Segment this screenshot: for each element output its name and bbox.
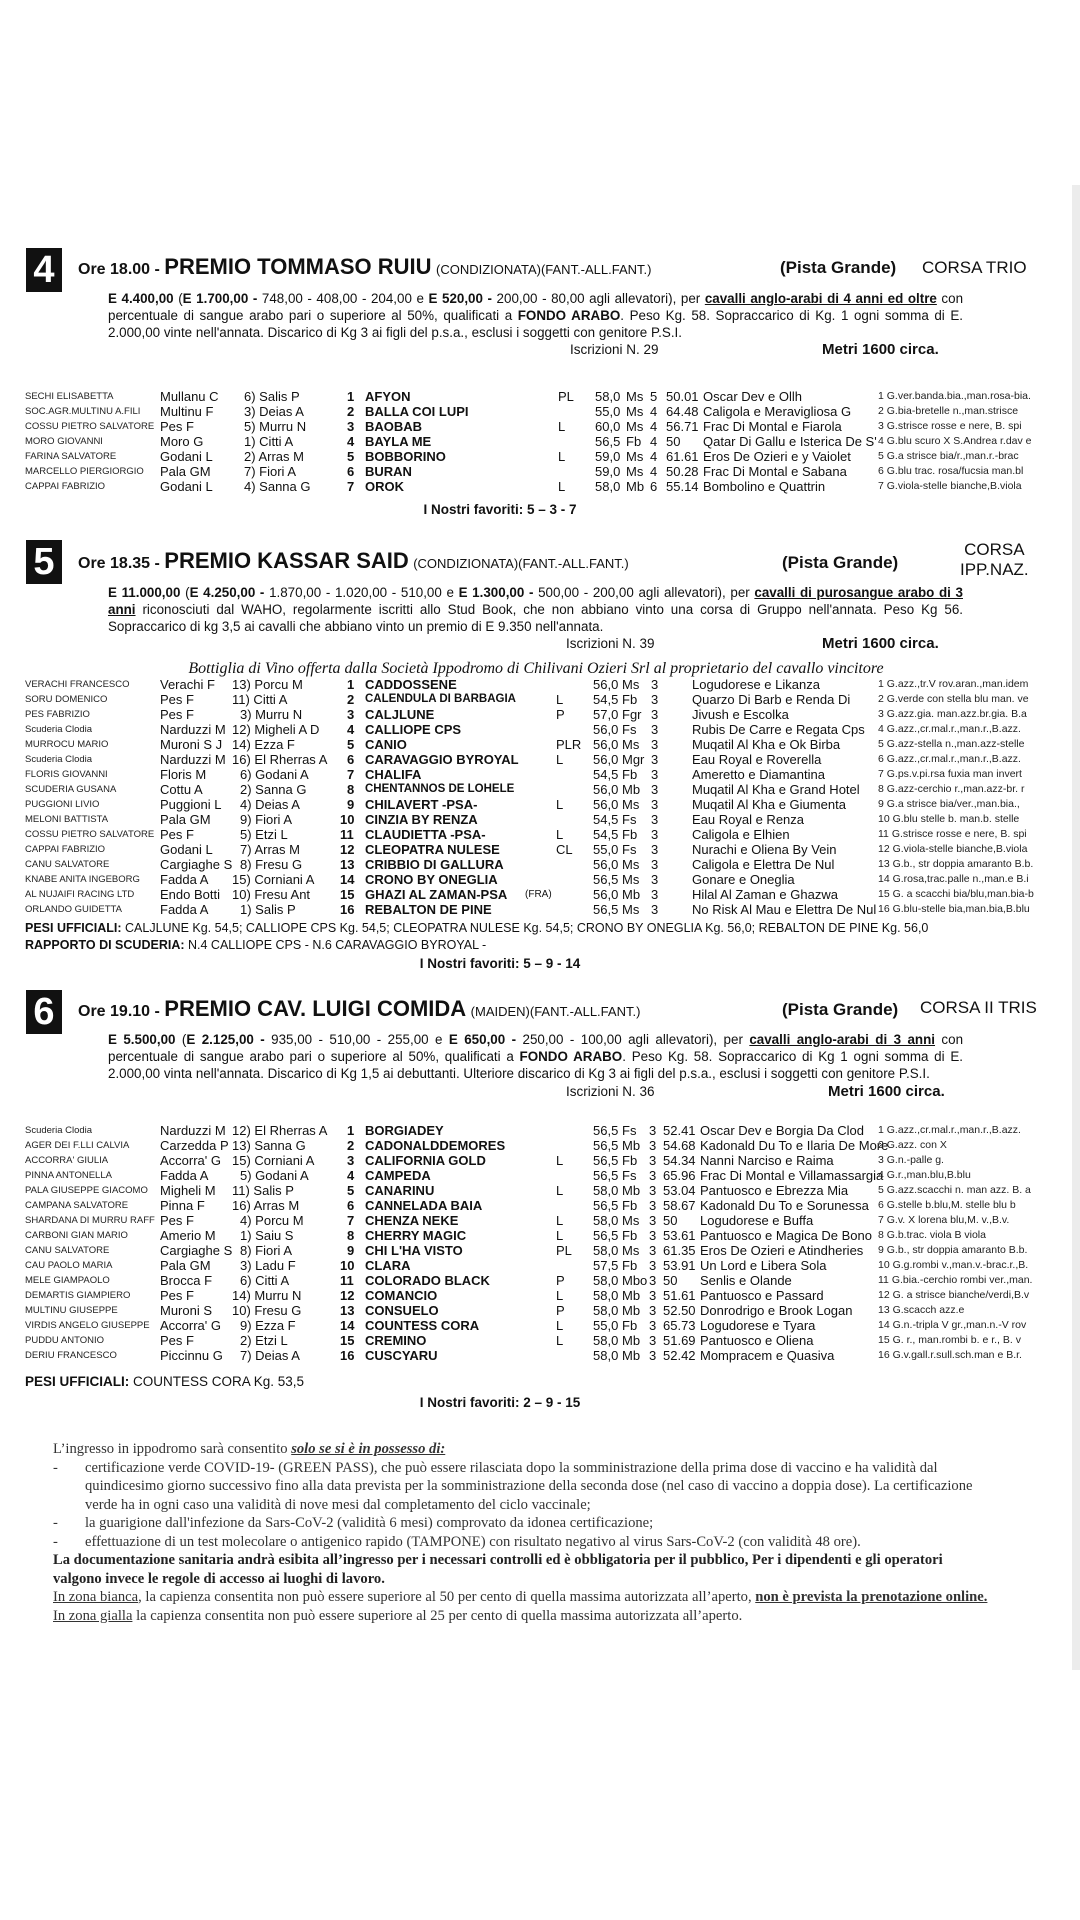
runner-row: COSSU PIETRO SALVATORE Pes F 5) Etzi L 11 CLAUDIETTA -PSA- L 54,5 Fb 3 Caligola e Elhien 11 G.strisce rosse e nere, B. spi <box>25 827 1027 842</box>
runner-row: MARCELLO PIERGIORGIO Pala GM 7) Fiori A 6 BURAN 59,0 Ms 4 50.28 Frac Di Montal e Sabana 6 G.blu trac. rosa/fucsia man.bl <box>25 464 1024 479</box>
runner-row: SECHI ELISABETTA Mullanu C 6) Salis P 1 AFYON PL 58,0 Ms 5 50.01 Oscar Dev e Ollh 1 G.ver.banda.bia.,man.rosa-bia. <box>25 389 1031 404</box>
race-description: E 11.000,00 (E 4.250,00 - 1.870,00 - 1.020,00 - 510,00 e E 1.300,00 - 500,00 - 200,00 agli allevatori), per cavalli di purosangue arabo di 3 anni riconosciuti dal WAHO, regolarmente iscritti allo Stud Book, che non abbiano vinto una corsa di Gruppo nell'annata. Peso Kg 56. Sopraccarico di kg 3,5 ai cavalli che abbiano vinto un premio di E 9.350 nell'annata. <box>108 585 963 634</box>
entries-count: Iscrizioni N. 39 <box>566 636 655 651</box>
race-time: Ore 18.35 - <box>78 555 160 572</box>
race-number-badge: 6 <box>26 990 62 1034</box>
race-title <box>78 548 629 574</box>
runner-row: PALA GIUSEPPE GIACOMO Migheli M 11) Salis P 5 CANARINU L 58,0 Mb 3 53.04 Pantuosco e Ebrezza Mia 5 G.azz.scacchi n. man azz. B. a <box>25 1183 1031 1198</box>
notice-white-zone: In zona bianca, la capienza consentita non può essere superiore al 50 per cento di quella massima autorizzata all’aperto, non è prevista la prenotazione online. <box>53 1589 988 1605</box>
runner-row: FARINA SALVATORE Godani L 2) Arras M 5 BOBBORINO L 59,0 Ms 4 61.61 Eros De Ozieri e y Vaiolet 5 G.a strisce bia/r.,man.r.-brac <box>25 449 1019 464</box>
runner-row: MELE GIAMPAOLO Brocca F 6) Citti A 11 COLORADO BLACK P 58,0 Mbo 3 50 Senlis e Olande 11 G.bia.-cerchio rombi ver.,man. <box>25 1273 1033 1288</box>
runner-row: CAU PAOLO MARIA Pala GM 3) Ladu F 10 CLARA 57,5 Fb 3 53.91 Un Lord e Libera Sola 10 G.g.rombi v.,man.v.-brac.r.,B. <box>25 1258 1029 1273</box>
race-name: PREMIO CAV. LUIGI COMIDA <box>164 996 467 1021</box>
race-conditions: (CONDIZIONATA)(FANT.-ALL.FANT.) <box>436 262 652 277</box>
race-distance: Metri 1600 circa. <box>828 1083 945 1100</box>
notice-yellow-zone: In zona gialla la capienza consentita non può essere superiore al 25 per cento di quella massima autorizzata all’aperto. <box>53 1607 743 1624</box>
runner-row: SOC.AGR.MULTINU A.FILI Multinu F 3) Deias A 2 BALLA COI LUPI 55,0 Ms 4 64.48 Caligola e Meravigliosa G 2 G.bia-bretelle n.,man.strisce <box>25 404 1019 419</box>
runner-row: PUGGIONI LIVIO Puggioni L 4) Deias A 9 CHILAVERT -PSA- L 56,0 Ms 3 Muqatil Al Kha e Giumenta 9 G.a strisce bia/ver.,man.bia., <box>25 797 1020 812</box>
notice-bullet: - effettuazione di un test molecolare o antigenico rapido (TAMPONE) con risultato negativo al virus Sars-CoV-2 (con validità 48 ore). <box>53 1533 861 1550</box>
page-scroll-edge <box>1072 185 1080 1670</box>
favorites: I Nostri favoriti: 2 – 9 - 15 <box>419 1395 581 1410</box>
race-track: (Pista Grande) <box>782 1000 899 1019</box>
runner-row: Scuderia Clodia Narduzzi M 12) El Rherras A 1 BORGIADEY 56,5 Fs 3 52.41 Oscar Dev e Borgia Da Clod 1 G.azz.,cr.mal.r.,man.r.,B.azz. <box>25 1123 1021 1138</box>
notice-intro: L’ingresso in ippodromo sarà consentito solo se si è in possesso di: <box>53 1441 446 1457</box>
race-type: CORSA II TRIS <box>920 998 1037 1017</box>
runner-row: CAPPAI FABRIZIO Godani L 4) Sanna G 7 OROK L 58,0 Mb 6 55.14 Bombolino e Quattrin 7 G.viola-stelle bianche,B.viola <box>25 479 1022 494</box>
runner-row: DEMARTIS GIAMPIERO Pes F 14) Murru N 12 COMANCIO L 58,0 Mb 3 51.61 Pantuosco e Passard 12 G. a strisce bianche/verdi,B.v <box>25 1288 1030 1303</box>
runner-row: AL NUJAIFI RACING LTD Endo Botti 10) Fresu Ant 15 GHAZI AL ZAMAN-PSA (FRA) 56,0 Mb 3 Hilal Al Zaman e Ghazwa 15 G. a scacchi bia/blu,man.bia-b <box>25 887 1034 902</box>
race-track: (Pista Grande) <box>780 258 897 277</box>
race-number-badge: 5 <box>26 540 62 584</box>
race-name: PREMIO KASSAR SAID <box>164 548 409 573</box>
notice-bullet: - la guarigione dall'infezione da Sars-CoV-2 (validità 6 mesi) comprovato da idonea certificazione; <box>53 1515 654 1531</box>
runner-row: Scuderia Clodia Narduzzi M 12) Migheli A D 4 CALLIOPE CPS 56,0 Fs 3 Rubis De Carre e Regata Cps 4 G.azz.,cr.mal.r.,man.r.,B.azz. <box>25 722 1021 737</box>
notice-documentation: La documentazione sanitaria andrà esibita all’ingresso per i necessari controlli ed è obbligatoria per il pubblico, Per i dipendenti e gli operatori valgono invece le regole di accesso ai luoghi di lavoro. <box>53 1552 943 1587</box>
runner-row: MORO GIOVANNI Moro G 1) Citti A 4 BAYLA ME 56,5 Fb 4 50 Qatar Di Gallu e Isterica De S' 4 G.blu scuro X S.Andrea r.dav e <box>25 434 1032 449</box>
runner-row: CAPPAI FABRIZIO Godani L 7) Arras M 12 CLEOPATRA NULESE CL 55,0 Fs 3 Nurachi e Oliena By Vein 12 G.viola-stelle bianche,B.viola <box>25 842 1028 857</box>
notice-bullet: - certificazione verde COVID-19- (GREEN PASS), che può essere rilasciata dopo la somministrazione della prima dose di vaccino e ha validità dal quindicesimo giorno successivo fino alla data prevista per la somministrazione della seconda dose (nel caso di vaccino a doppia dose). La certificazione verde ha in ogni caso una validità di nove mesi dal completamento del ciclo vaccinale; <box>53 1459 973 1513</box>
runner-row: CANU SALVATORE Cargiaghe S 8) Fiori A 9 CHI L'HA VISTO PL 58,0 Ms 3 61.35 Eros De Ozieri e Atindheries 9 G.b., str doppia amaranto B.b. <box>25 1243 1028 1258</box>
runner-row: MELONI BATTISTA Pala GM 9) Fiori A 10 CINZIA BY RENZA 54,5 Fs 3 Eau Royal e Renza 10 G.blu stelle b. man.b. stelle <box>25 812 1020 827</box>
runner-row: CARBONI GIAN MARIO Amerio M 1) Saiu S 8 CHERRY MAGIC L 56,5 Fb 3 53.61 Pantuosco e Magica De Bono 8 G.b.trac. viola B viola <box>25 1228 986 1243</box>
runner-row: CANU SALVATORE Cargiaghe S 8) Fresu G 13 CRIBBIO DI GALLURA 56,0 Ms 3 Caligola e Elettra De Nul 13 G.b., str doppia amaranto B.b. <box>25 857 1034 872</box>
runner-row: PINNA ANTONELLA Fadda A 5) Godani A 4 CAMPEDA 56,5 Fs 3 65.96 Frac Di Montal e Villamassargia 4 G.r.,man.blu,B.blu <box>25 1168 971 1183</box>
race-name: PREMIO TOMMASO RUIU <box>164 254 432 279</box>
race-conditions: (MAIDEN)(FANT.-ALL.FANT.) <box>470 1004 641 1019</box>
race-conditions: (CONDIZIONATA)(FANT.-ALL.FANT.) <box>413 556 629 571</box>
runner-row: SCUDERIA GUSANA Cottu A 2) Sanna G 8 CHENTANNOS DE LOHELE 56,0 Mb 3 Muqatil Al Kha e Grand Hotel 8 G.azz-cerchio r.,man.azz-br. r <box>25 782 1025 797</box>
runner-row: VERACHI FRANCESCO Verachi F 13) Porcu M 1 CADDOSSENE 56,0 Ms 3 Logudorese e Likanza 1 G.azz.,tr.V rov.aran.,man.idem <box>25 677 1029 692</box>
bottle-prize-note: Bottiglia di Vino offerta dalla Società Ippodromo di Chilivani Ozieri Srl al proprietario del cavallo vincitore <box>188 660 884 677</box>
runner-row: SORU DOMENICO Pes F 11) Citti A 2 CALENDULA DI BARBAGIA L 54,5 Fb 3 Quarzo Di Barb e Renda Di 2 G.verde con stella blu man. ve <box>25 692 1029 707</box>
runner-row: MULTINU GIUSEPPE Muroni S 10) Fresu G 13 CONSUELO P 58,0 Mb 3 52.50 Donrodrigo e Brook Logan 13 G.scacch azz.e <box>25 1303 965 1318</box>
race-track: (Pista Grande) <box>782 553 899 572</box>
runner-row: Scuderia Clodia Narduzzi M 16) El Rherras A 6 CARAVAGGIO BYROYAL L 56,0 Mgr 3 Eau Royal e Roverella 6 G.azz.,cr.mal.r.,man.r.,B.azz. <box>25 752 1021 767</box>
runner-row: PES FABRIZIO Pes F 3) Murru N 3 CALJLUNE P 57,0 Fgr 3 Jivush e Escolka 3 G.azz.gia. man.azz.br.gia. B.a <box>25 707 1027 722</box>
race-time: Ore 19.10 - <box>78 1003 160 1020</box>
race-type: CORSA TRIO <box>922 258 1027 277</box>
runner-row: DERIU FRANCESCO Piccinnu G 7) Deias A 16 CUSCYARU 58,0 Mb 3 52.42 Mompracem e Quasiva 16 G.v.gall.r.sull.sch.man e B.r. <box>25 1348 1022 1363</box>
race-distance: Metri 1600 circa. <box>822 635 939 652</box>
official-weights: PESI UFFICIALI: CALJLUNE Kg. 54,5; CALLIOPE CPS Kg. 54,5; CLEOPATRA NULESE Kg. 54,5; CRONO BY ONEGLIA Kg. 56,0; REBALTON DE PINE Kg. 56,0 <box>25 921 929 935</box>
runner-row: ACCORRA' GIULIA Accorra' G 15) Corniani A 3 CALIFORNIA GOLD L 56,5 Fb 3 54.34 Nanni Narciso e Raima 3 G.n.-palle g. <box>25 1153 944 1168</box>
stable-report: RAPPORTO DI SCUDERIA: N.4 CALLIOPE CPS - N.6 CARAVAGGIO BYROYAL - <box>25 938 487 952</box>
race-distance: Metri 1600 circa. <box>822 341 939 358</box>
runner-row: FLORIS GIOVANNI Floris M 6) Godani A 7 CHALIFA 54,5 Fb 3 Ameretto e Diamantina 7 G.ps.v.pi.rsa fuxia man invert <box>25 767 1022 782</box>
race-time: Ore 18.00 - <box>78 261 160 278</box>
race-number-badge: 4 <box>26 248 62 292</box>
entries-count: Iscrizioni N. 36 <box>566 1084 655 1099</box>
runner-row: ORLANDO GUIDETTA Fadda A 1) Salis P 16 REBALTON DE PINE 56,5 Ms 3 No Risk Al Mau e Elettra De Nul 16 G.blu-stelle bia,man.bia,B.blu <box>25 902 1030 917</box>
race-description: E 5.500,00 (E 2.125,00 - 935,00 - 510,00 - 255,00 e E 650,00 - 250,00 - 100,00 agli allevatori), per cavalli anglo-arabi di 3 anni con percentuale di sangue arabo pari o superiore al 50%, qualificati a FONDO ARABO. Peso Kg. 58. Sopraccarico di Kg 1 ogni somma di E. 2.000,00 vinta nell'annata. Discarico di Kg 1,5 ai debuttanti. Ulteriore discarico di Kg 3 ai figli del p.s.a., esclusi i soggetti con genitore P.S.I. <box>108 1032 964 1081</box>
race-title <box>78 254 651 280</box>
runner-row: PUDDU ANTONIO Pes F 2) Etzi L 15 CREMINO L 58,0 Mb 3 51.69 Pantuosco e Oliena 15 G. r., man.rombi b. e r., B. v <box>25 1333 1021 1348</box>
favorites: I Nostri favoriti: 5 – 9 - 14 <box>419 956 581 971</box>
covid-access-notice <box>53 1440 988 1625</box>
runner-row: KNABE ANITA INGEBORG Fadda A 15) Corniani A 14 CRONO BY ONEGLIA 56,5 Ms 3 Gonare e Oneglia 14 G.rosa,trac.palle n.,man.e B.i <box>25 872 1029 887</box>
runner-row: MURROCU MARIO Muroni S J 14) Ezza F 5 CANIO PLR 56,0 Ms 3 Muqatil Al Kha e Ok Birba 5 G.azz-stella n.,man.azz-stelle <box>25 737 1025 752</box>
entries-count: Iscrizioni N. 29 <box>570 342 659 357</box>
official-weights: PESI UFFICIALI: COUNTESS CORA Kg. 53,5 <box>25 1374 305 1389</box>
runner-row: AGER DEI F.LLI CALVIA Carzedda P 13) Sanna G 2 CADONALDDEMORES 56,5 Mb 3 54.68 Kadonald Du To e Ilaria De More 2 G.azz. con X <box>25 1138 947 1153</box>
race-description: E 4.400,00 (E 1.700,00 - 748,00 - 408,00 - 204,00 e E 520,00 - 200,00 - 80,00 agli allevatori), per cavalli anglo-arabi di 4 anni ed oltre con percentuale di sangue arabo pari o superiore al 50%, qualificati a FONDO ARABO. Peso Kg. 58. Sopraccarico di Kg. 1 ogni somma di E. 2.000,00 vinte nell'annata. Discarico di Kg 3 ai figli del p.s.a., esclusi i soggetti con genitore P.S.I. <box>108 291 964 340</box>
runner-row: COSSU PIETRO SALVATORE Pes F 5) Murru N 3 BAOBAB L 60,0 Ms 4 56.71 Frac Di Montal e Fiarola 3 G.strisce rosse e nere, B. spi <box>25 419 1022 434</box>
race-type: CORSA IPP.NAZ. <box>960 540 1029 579</box>
runner-row: VIRDIS ANGELO GIUSEPPE Accorra' G 9) Ezza F 14 COUNTESS CORA L 55,0 Fb 3 65.73 Logudorese e Tyara 14 G.n.-tripla V gr.,man.n.-V rov <box>25 1318 1027 1333</box>
favorites: I Nostri favoriti: 5 – 3 - 7 <box>423 502 577 517</box>
race-title <box>78 996 640 1022</box>
runner-row: SHARDANA DI MURRU RAFF Pes F 4) Porcu M 7 CHENZA NEKE L 58,0 Ms 3 50 Logudorese e Buffa 7 G.v. X lorena blu,M. v.,B.v. <box>25 1213 1010 1228</box>
runner-row: CAMPANA SALVATORE Pinna F 16) Arras M 6 CANNELADA BAIA 56,5 Fb 3 58.67 Kadonald Du To e Sorunessa 6 G.stelle b.blu,M. stelle blu b <box>25 1198 1016 1213</box>
